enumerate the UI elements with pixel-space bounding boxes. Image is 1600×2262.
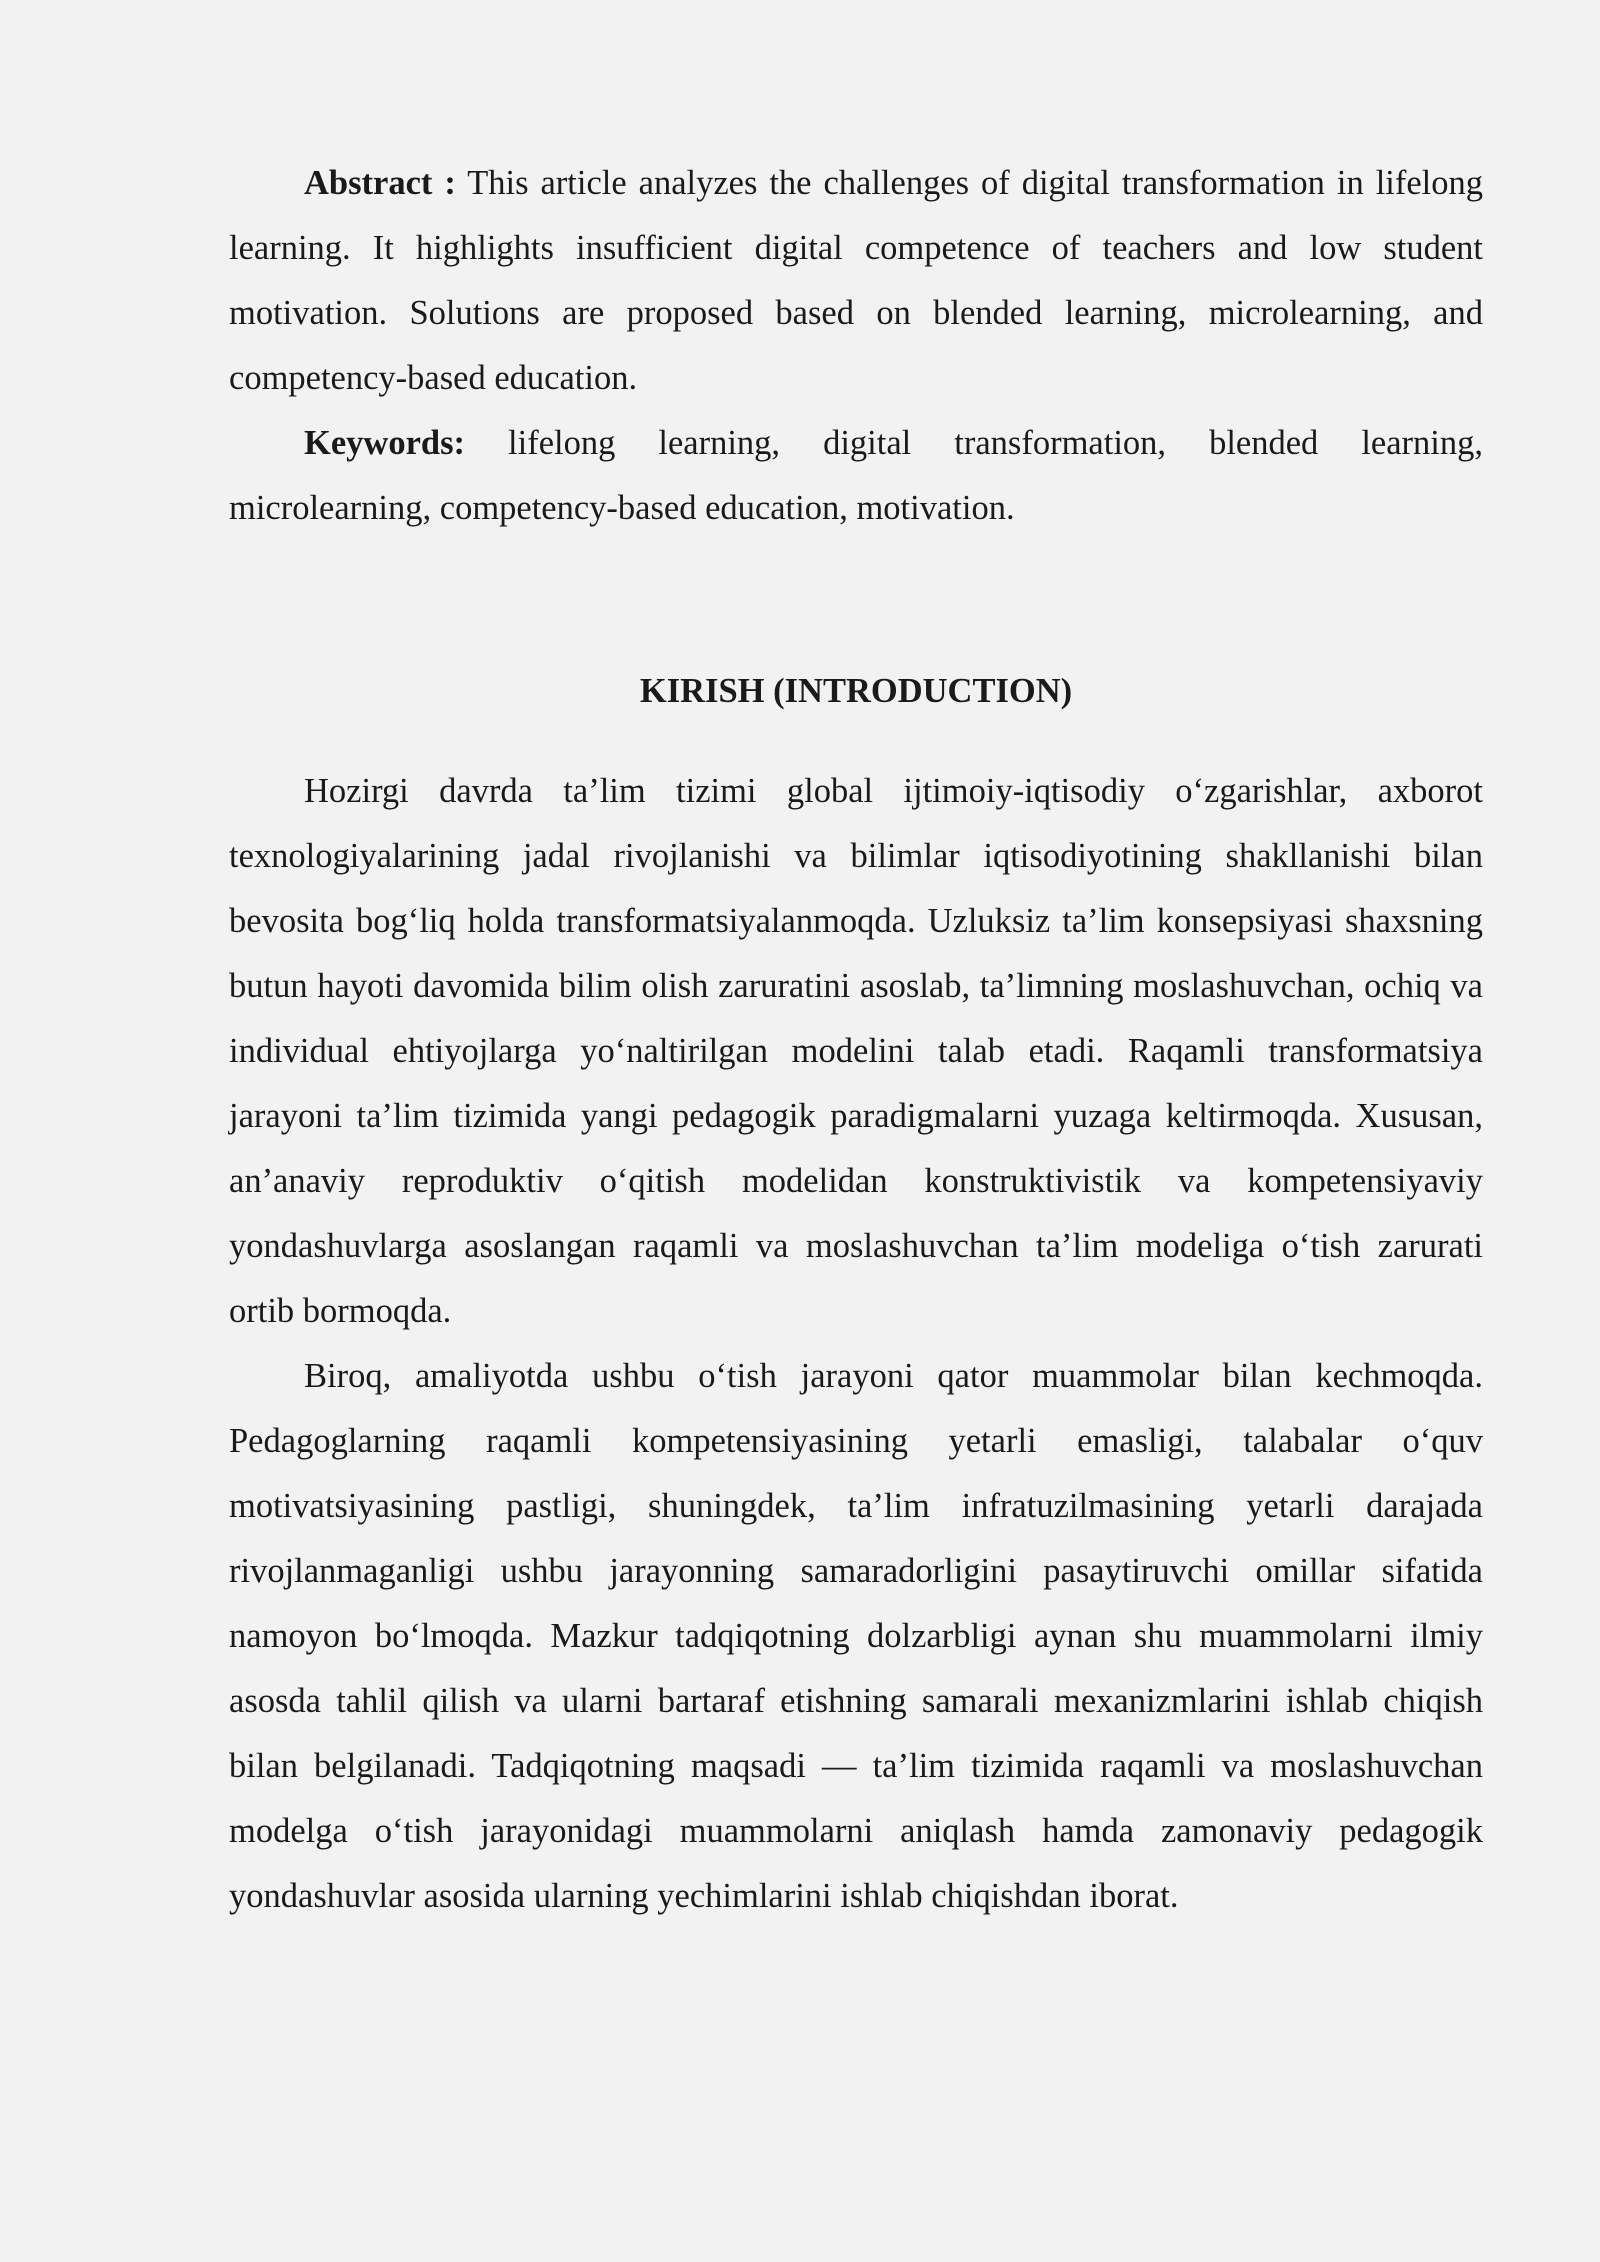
keywords-paragraph	[229, 411, 1483, 541]
body-paragraph-1: Hozirgi davrda ta’lim tizimi global ijtimoiy-iqtisodiy o‘zgarishlar, axborot texnologiyalarining jadal rivojlanishi va bilimlar iqtisodiyotining shakllanishi bilan bevosita bog‘liq holda transformatsiyalanmoqda. Uzluksiz ta’lim konsepsiyasi shaxsning butun hayoti davomida bilim olish zaruratini asoslab, ta’limning moslashuvchan, ochiq va individual ehtiyojlarga yo‘naltirilgan modelini talab etadi. Raqamli transformatsiya jarayoni ta’lim tizimida yangi pedagogik paradigmalarni yuzaga keltirmoqda. Xususan, an’anaviy reproduktiv o‘qitish modelidan konstruktivistik va kompetensiyaviy yondashuvlarga asoslangan raqamli va moslashuvchan ta’lim modeliga o‘tish zarurati ortib bormoqda.	[229, 772, 1483, 1330]
abstract-paragraph	[229, 151, 1483, 411]
body-paragraph-2: Biroq, amaliyotda ushbu o‘tish jarayoni qator muammolar bilan kechmoqda. Pedagoglarning raqamli kompetensiyasining yetarli emasligi, talabalar o‘quv motivatsiyasining pastligi, shuningdek, ta’lim infratuzilmasining yetarli darajada rivojlanmaganligi ushbu jarayonning samaradorligini pasaytiruvchi omillar sifatida namoyon bo‘lmoqda. Mazkur tadqiqotning dolzarbligi aynan shu muammolarni ilmiy asosda tahlil qilish va ularni bartaraf etishning samarali mexanizmlarini ishlab chiqish bilan belgilanadi. Tadqiqotning maqsadi — ta’lim tizimida raqamli va moslashuvchan modelga o‘tish jarayonidagi muammolarni aniqlash hamda zamonaviy pedagogik yondashuvlar asosida ularning yechimlarini ishlab chiqishdan iborat.	[229, 1357, 1483, 1915]
keywords-text: lifelong learning, digital transformation, blended learning, microlearning, competency-based education, motivation.	[229, 424, 1483, 527]
abstract-text: This article analyzes the challenges of digital transformation in lifelong learning. It highlights insufficient digital competence of teachers and low student motivation. Solutions are proposed based on blended learning, microlearning, and competency-based education.	[229, 164, 1483, 397]
section-heading: KIRISH (INTRODUCTION)	[639, 672, 1073, 710]
keywords-label: Keywords:	[304, 424, 465, 462]
abstract-label: Abstract :	[304, 164, 456, 202]
